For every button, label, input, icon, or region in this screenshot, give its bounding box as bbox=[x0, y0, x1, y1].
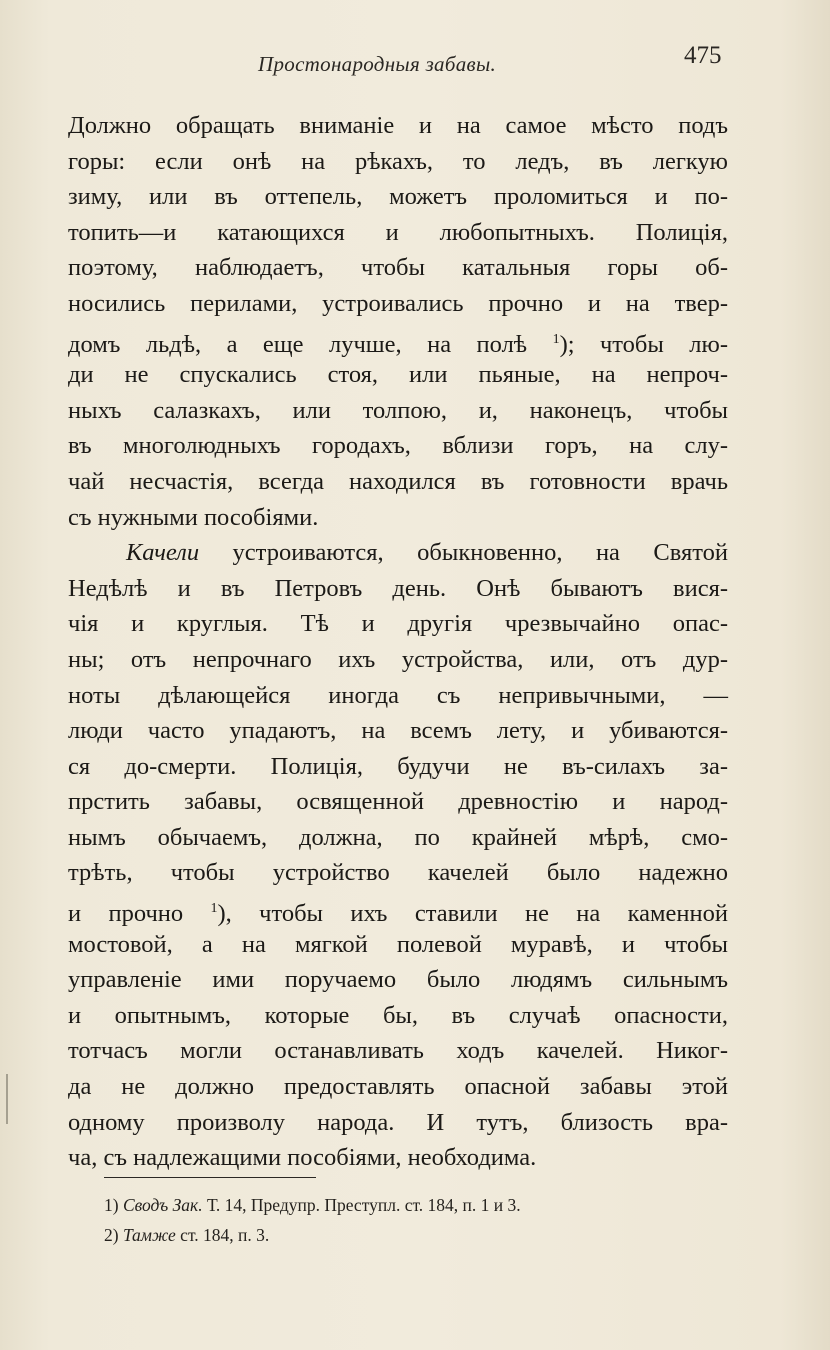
text-line: люди часто упадаютъ, на всемъ лету, и убиваются- bbox=[68, 717, 728, 745]
text-line: въ многолюдныхъ городахъ, вблизи горъ, на слу- bbox=[68, 432, 728, 460]
text-line: зиму, или въ оттепель, можетъ проломиться и по- bbox=[68, 183, 728, 211]
body-text bbox=[68, 108, 728, 1176]
text-line: да не должно предоставлять опасной забавы этой bbox=[68, 1073, 728, 1101]
text-line: нымъ обычаемъ, должна, по крайней мѣрѣ, смо- bbox=[68, 823, 728, 851]
text-line: топить—и катающихся и любопытныхъ. Полиція, bbox=[68, 218, 728, 246]
text-line: горы: если онѣ на рѣкахъ, то ледъ, въ легкую bbox=[68, 147, 728, 175]
text-line: носились перилами, устроивались прочно и на твер- bbox=[68, 289, 728, 317]
footnote bbox=[104, 1220, 744, 1250]
text-line: ны; отъ непрочнаго ихъ устройства, или, отъ дур- bbox=[68, 645, 728, 673]
text-line: чай несчастія, всегда находился въ готовности врачь bbox=[68, 467, 728, 495]
text-line: одному произволу народа. И тутъ, близость вра- bbox=[68, 1108, 728, 1136]
text-line: ди не спускались стоя, или пьяные, на непроч- bbox=[68, 361, 728, 389]
text-line: трѣть, чтобы устройство качелей было надежно bbox=[68, 859, 728, 887]
page-header bbox=[0, 42, 830, 82]
footnote-source: Сводъ Зак. bbox=[122, 1195, 203, 1215]
text-line: съ нужными пособіями. bbox=[68, 503, 319, 531]
text-fragment: устроиваются, обыкновенно, на Святой bbox=[199, 539, 728, 567]
text-fragment: ); чтобы лю- bbox=[559, 330, 728, 358]
italic-term: Качели bbox=[126, 539, 200, 567]
footnote-text: Т. 14, Предупр. Преступл. ст. 184, п. 1 и 3. bbox=[206, 1195, 521, 1215]
text-line: ся до-смерти. Полиція, будучи не въ-силахъ за- bbox=[68, 752, 728, 780]
text-fragment: ), чтобы ихъ ставили не на каменной bbox=[217, 900, 729, 928]
text-fragment: и прочно bbox=[68, 900, 184, 928]
text-line: чія и круглыя. Тѣ и другія чрезвычайно опас- bbox=[68, 610, 728, 638]
text-line: ча, съ надлежащими пособіями, необходима. bbox=[68, 1144, 537, 1172]
page-number: 475 bbox=[684, 42, 722, 69]
text-line: ныхъ салазкахъ, или толпою, и, наконецъ, чтобы bbox=[68, 396, 728, 424]
text-line: мостовой, а на мягкой полевой муравѣ, и чтобы bbox=[68, 930, 728, 958]
text-line: ноты дѣлающейся иногда съ непривычными, — bbox=[68, 681, 728, 709]
footnote-number: 1) bbox=[104, 1195, 119, 1215]
text-line: Должно обращать вниманіе и на самое мѣсто подъ bbox=[68, 112, 728, 139]
text-line: управленіе ими поручаемо было людямъ сильнымъ bbox=[68, 966, 728, 994]
footnote-ref: 1 bbox=[552, 331, 560, 347]
footnote-number: 2) bbox=[104, 1225, 119, 1245]
footnote bbox=[104, 1190, 744, 1220]
footnotes bbox=[104, 1190, 744, 1250]
text-line-with-footnote-ref bbox=[68, 891, 728, 927]
margin-mark bbox=[6, 1074, 8, 1124]
footnote-source: Тамже bbox=[122, 1225, 176, 1245]
text-line: Недѣлѣ и въ Петровъ день. Онѣ бываютъ вися- bbox=[68, 574, 728, 602]
running-head: Простонародныя забавы. bbox=[258, 52, 497, 76]
footnote-ref: 1 bbox=[210, 901, 218, 917]
paragraph-start-line bbox=[68, 535, 728, 571]
text-line: прстить забавы, освященной древностію и народ- bbox=[68, 788, 728, 816]
text-fragment: домъ льдѣ, а еще лучше, на полѣ bbox=[68, 330, 528, 358]
text-line: тотчасъ могли останавливать ходъ качелей. Никог- bbox=[68, 1037, 728, 1065]
text-line: и опытнымъ, которые бы, въ случаѣ опасности, bbox=[68, 1001, 728, 1029]
text-line-with-footnote-ref bbox=[68, 322, 728, 358]
footnote-text: ст. 184, п. 3. bbox=[180, 1225, 270, 1245]
footnote-divider bbox=[104, 1177, 316, 1178]
text-line: поэтому, наблюдаетъ, чтобы катальныя горы об- bbox=[68, 254, 728, 282]
